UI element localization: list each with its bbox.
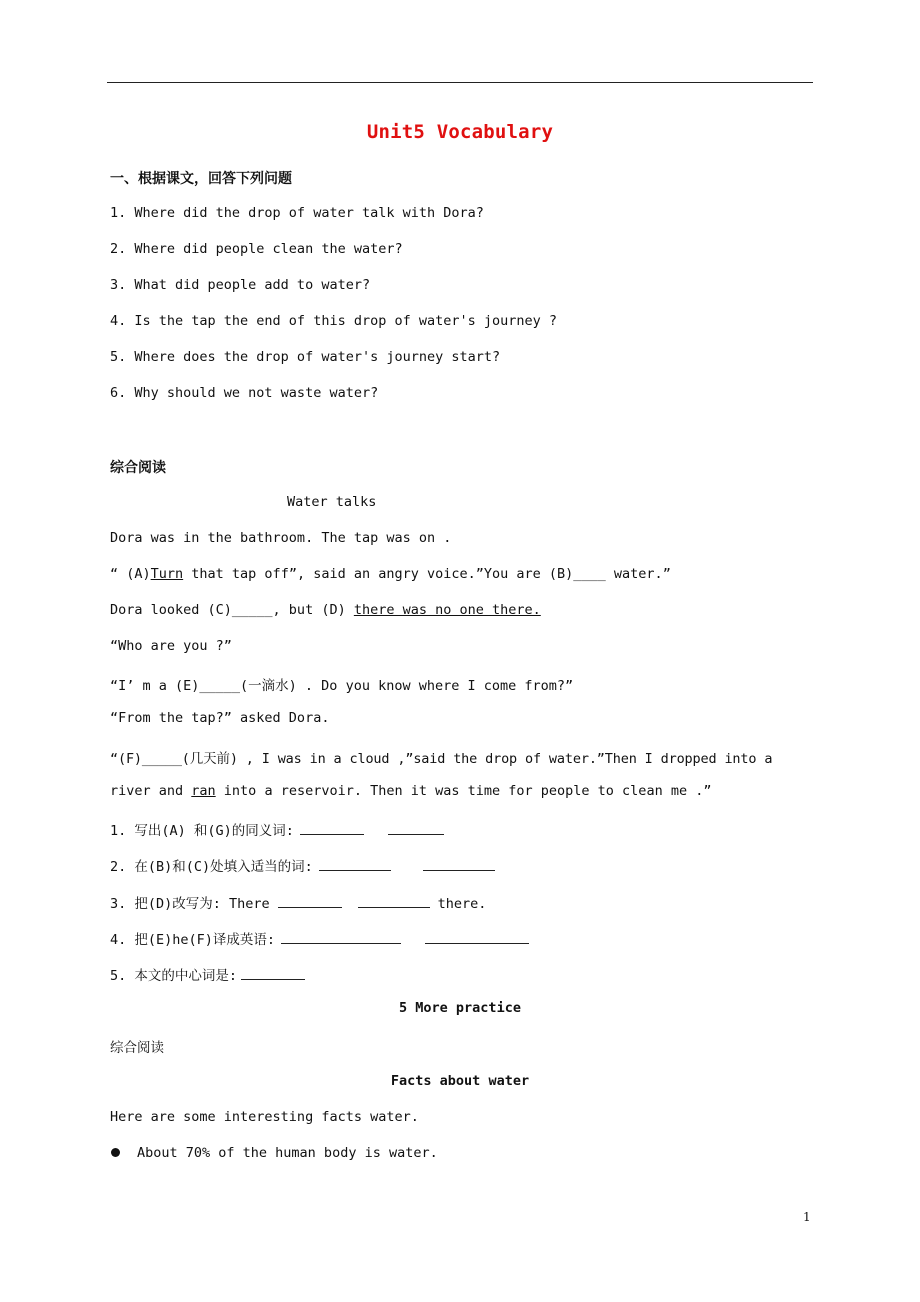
- header-rule: [107, 82, 813, 83]
- blank-field[interactable]: [241, 967, 305, 980]
- story-line-3: [110, 602, 541, 618]
- section3-subheading: 综合阅读: [110, 1040, 164, 1056]
- story-line-5: “I’ m a (E)_____(一滴水) . Do you know where I come from?”: [110, 678, 574, 694]
- story-line-8: [110, 783, 711, 799]
- blank-field[interactable]: [300, 822, 364, 835]
- task-1: [110, 819, 444, 839]
- blank-field[interactable]: [319, 858, 391, 871]
- story-line-3-start: Dora looked (C)_____, but (D): [110, 602, 354, 618]
- story-line-7: “(F)_____(几天前) , I was in a cloud ,”said the drop of water.”Then I dropped into a: [110, 751, 773, 767]
- story-title: Water talks: [287, 494, 377, 510]
- story-line-2-start: “ (A): [110, 566, 151, 582]
- task-4-text: 4. 把(E)he(F)译成英语:: [110, 932, 276, 948]
- story-line-8-end: into a reservoir. Then it was time for people to clean me .”: [215, 783, 712, 799]
- task-3: [110, 892, 486, 912]
- story-line-1: Dora was in the bathroom. The tap was on .: [110, 530, 452, 546]
- task-3-text: 3. 把(D)改写为: There: [110, 896, 270, 912]
- story-line-2-end: that tap off”, said an angry voice.”You are (B)____ water.”: [183, 566, 671, 582]
- blank-field[interactable]: [281, 931, 401, 944]
- blank-field[interactable]: [358, 895, 430, 908]
- page-title: Unit5 Vocabulary: [366, 121, 554, 143]
- section1-heading: 一、根据课文，回答下列问题: [110, 171, 292, 187]
- story-line-4: “Who are you ?”: [110, 638, 232, 654]
- task-1-text: 1. 写出(A) 和(G)的同义词:: [110, 823, 294, 839]
- story-line-2: [110, 566, 671, 582]
- phrase-d: there was no one there.: [353, 602, 541, 618]
- question-1: 1. Where did the drop of water talk with Dora?: [110, 205, 484, 221]
- story-line-6: “From the tap?” asked Dora.: [110, 710, 330, 726]
- question-5: 5. Where does the drop of water's journey start?: [110, 349, 501, 365]
- bullet-icon: [111, 1148, 120, 1157]
- task-5: [110, 964, 305, 984]
- word-ran: ran: [191, 783, 216, 799]
- blank-field[interactable]: [423, 858, 495, 871]
- blank-field[interactable]: [278, 895, 342, 908]
- task-4: [110, 928, 529, 948]
- blank-field[interactable]: [425, 931, 529, 944]
- facts-intro: Here are some interesting facts water.: [110, 1109, 419, 1125]
- question-6: 6. Why should we not waste water?: [110, 385, 379, 401]
- page-number: 1: [803, 1210, 811, 1224]
- task-2: [110, 855, 495, 875]
- blank-field[interactable]: [388, 822, 444, 835]
- section2-heading: 综合阅读: [110, 460, 166, 476]
- task-2-text: 2. 在(B)和(C)处填入适当的词:: [110, 859, 313, 875]
- question-2: 2. Where did people clean the water?: [110, 241, 403, 257]
- word-turn: Turn: [150, 566, 184, 582]
- task-5-text: 5. 本文的中心词是:: [110, 968, 238, 984]
- facts-title: Facts about water: [390, 1073, 530, 1089]
- question-4: 4. Is the tap the end of this drop of water's journey ?: [110, 313, 558, 329]
- section3-heading: 5 More practice: [399, 1000, 521, 1016]
- story-line-8-start: river and: [110, 783, 192, 799]
- fact-item: About 70% of the human body is water.: [137, 1145, 438, 1161]
- task-3-end: there.: [437, 896, 487, 912]
- question-3: 3. What did people add to water?: [110, 277, 371, 293]
